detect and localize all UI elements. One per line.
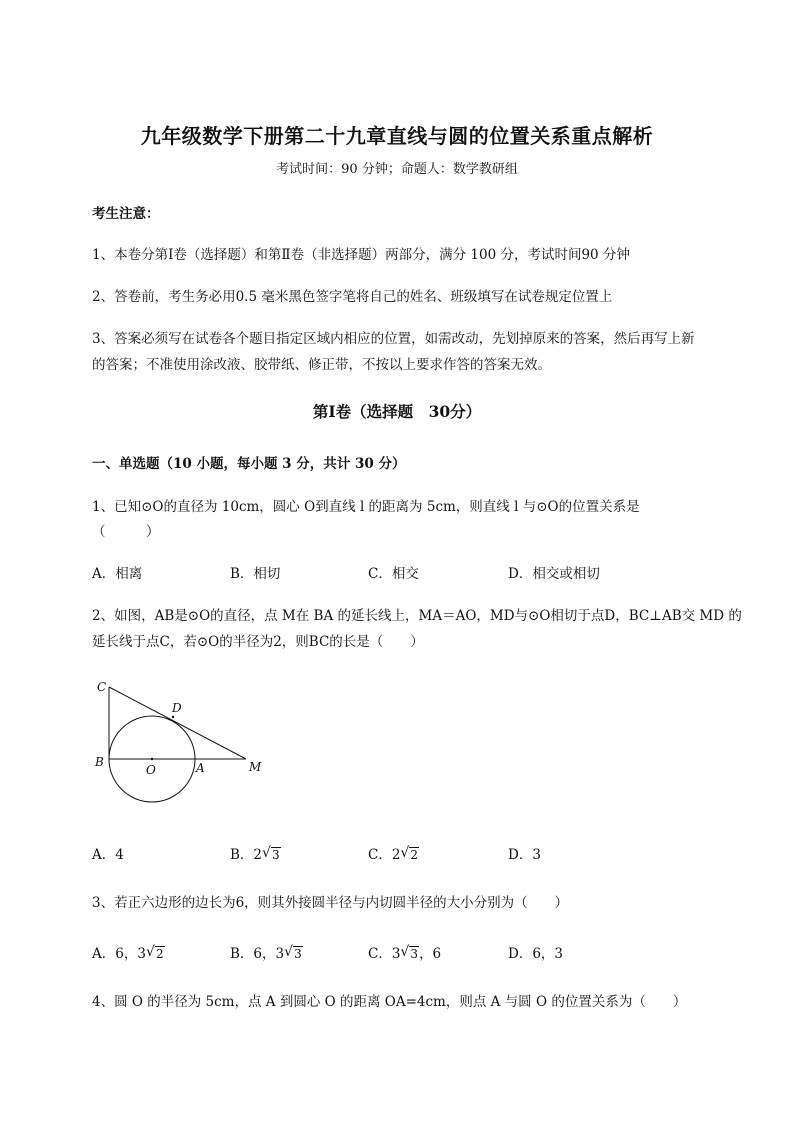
q3-option-d: D．6，3 (508, 946, 564, 962)
notice-item-2: 2、答卷前，考生务必用0.5 毫米黑色签字笔将自己的姓名、班级填写在试卷规定位置上 (92, 289, 613, 305)
notice-item-3: 3、答案必须写在试卷各个题目指定区域内相应的位置，如需改动，先划掉原来的答案，然后再写上新 (92, 331, 695, 347)
notice-item-1: 1、本卷分第Ⅰ卷（选择题）和第Ⅱ卷（非选择题）两部分，满分 100 分，考试时间90 分钟 (92, 247, 630, 263)
question-1-text: 1、已知⊙O的直径为 10cm，圆心 O到直线 l 的距离为 5cm，则直线 l 与⊙O的位置关系是 (92, 499, 640, 515)
point-d (172, 716, 174, 718)
question-2-text: 2、如图，AB是⊙O的直径，点 M在 BA 的延长线上，MA＝AO，MD与⊙O相切于点D，BC⊥AB交 MD 的 (92, 608, 742, 624)
point-o (151, 758, 153, 760)
label-c: C (97, 680, 107, 694)
line-cm (109, 687, 246, 759)
section-heading: 一、单选题（10 小题，每小题 3 分，共计 30 分） (92, 456, 406, 472)
q2-option-b: B．2 √ 3 (230, 845, 280, 863)
notice-heading: 考生注意： (92, 206, 160, 222)
q1-option-a: A．相离 (92, 566, 143, 582)
label-d: D (172, 701, 182, 715)
label-b: B (95, 755, 104, 769)
question-2-text-continued: 延长线于点C，若⊙O的半径为2，则BC的长是（ ） (92, 634, 424, 650)
question-3-text: 3、若正六边形的边长为6，则其外接圆半径与内切圆半径的大小分别为（ ） (92, 895, 569, 911)
notice-item-3-continued: 的答案；不准使用涂改液、胶带纸、修正带，不按以上要求作答的答案无效。 (92, 357, 551, 373)
q1-option-c: C．相交 (368, 566, 419, 582)
part-title: 第Ⅰ卷（选择题 30分） (312, 402, 482, 421)
label-m: M (249, 760, 262, 774)
page-title: 九年级数学下册第二十九章直线与圆的位置关系重点解析 (140, 124, 654, 148)
q2-option-c: C．2 √ 2 (368, 845, 419, 863)
q2-option-d: D．3 (508, 847, 541, 863)
q1-option-b: B．相切 (230, 566, 281, 582)
q1-option-d: D．相交或相切 (508, 566, 600, 582)
exam-info: 考试时间：90 分钟；命题人：数学教研组 (276, 162, 518, 177)
geometry-figure (88, 672, 278, 812)
q3-option-b: B．6，3 √ 3 (230, 944, 302, 962)
label-a: A (196, 761, 205, 775)
question-1-blank: （ ） (92, 524, 160, 540)
q2-option-a: A．4 (92, 847, 124, 863)
label-o: O (146, 763, 156, 777)
question-4-text: 4、圆 O 的半径为 5cm，点 A 到圆心 O 的距离 OA=4cm，则点 A 与圆 O 的位置关系为（ ） (92, 994, 687, 1010)
q3-option-a: A．6，3 √ 2 (92, 944, 164, 962)
q3-option-c: C．3 √ 3，6 (368, 944, 442, 962)
